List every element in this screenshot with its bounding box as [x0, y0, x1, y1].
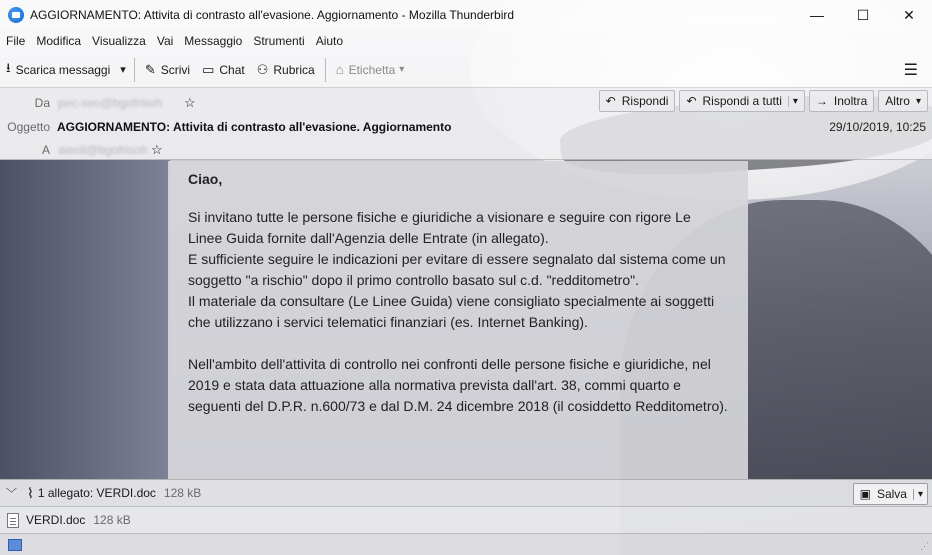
subject-value: AGGIORNAMENTO: Attivita di contrasto all'evasione. Aggiornamento: [57, 120, 452, 134]
menu-strumenti[interactable]: Strumenti: [253, 34, 305, 48]
reply-button[interactable]: [599, 90, 676, 112]
app-menu-button[interactable]: [904, 60, 918, 80]
hamburger-icon: ☰: [903, 62, 918, 79]
expand-toggle-icon[interactable]: ﹀: [6, 488, 17, 500]
chevron-down-icon: ▾: [915, 95, 921, 107]
subject-label: Oggetto: [7, 120, 50, 134]
attachment-bar: [0, 479, 932, 507]
menu-vai[interactable]: Vai: [156, 34, 174, 48]
chevron-down-icon[interactable]: ▾: [788, 96, 798, 107]
tag-icon: ⌂: [335, 62, 344, 77]
toolbar-divider: [325, 58, 326, 82]
reply-all-button[interactable]: [679, 90, 804, 112]
to-value[interactable]: aieoli@bgofrisoh: [58, 143, 148, 157]
star-icon[interactable]: ☆: [184, 95, 196, 110]
message-content: [168, 161, 748, 479]
maximize-button[interactable]: ☐: [856, 6, 870, 23]
menu-modifica[interactable]: Modifica: [36, 34, 82, 48]
menu-messaggio[interactable]: Messaggio: [184, 34, 243, 48]
from-label: Da: [34, 96, 50, 110]
reply-all-label: Rispondi a tutti: [702, 94, 782, 108]
reply-all-icon: ↶: [686, 94, 697, 108]
message-body-pane[interactable]: [0, 161, 932, 479]
message-header: [0, 88, 932, 160]
message-paragraph: Nell'ambito dell'attivita di controllo nei confronti delle persone fisiche e giuridiche, nel 2019 e stata data attuazione alla normativa prevista dall'art. 38, commi quarto e seguenti del D.P.R. n.600/73 e dal D.M. 24 dicembre 2018 (il cosiddetto Redditometro).: [188, 356, 728, 414]
network-status-icon[interactable]: [8, 539, 22, 551]
forward-label: Inoltra: [833, 94, 868, 108]
contact-icon: ⚇: [256, 61, 269, 77]
menu-aiuto[interactable]: Aiuto: [315, 34, 344, 48]
forward-icon: →: [815, 94, 828, 108]
chat-bubble-icon: ▭: [202, 61, 215, 77]
title-bar: [0, 0, 932, 30]
paperclip-icon: ⌇: [27, 484, 34, 501]
date-value: 29/10/2019, 10:25: [829, 120, 926, 134]
header-buttons: [599, 90, 928, 112]
chevron-down-icon[interactable]: ▾: [913, 489, 923, 500]
save-label: Salva: [876, 487, 907, 501]
download-icon: ⭳: [6, 59, 11, 75]
status-bar: [0, 533, 932, 555]
attachment-total-size: 128 kB: [163, 486, 202, 500]
tag-button[interactable]: [330, 57, 411, 83]
window-title: AGGIORNAMENTO: Attivita di contrasto all'evasione. Aggiornamento - Mozilla Thunderbird: [30, 8, 515, 22]
from-value[interactable]: pec-seo@bgofrisoh: [58, 96, 163, 110]
chevron-down-icon: ▾: [399, 64, 405, 75]
thunderbird-icon: [8, 7, 24, 23]
get-messages-label: Scarica messaggi: [15, 62, 111, 77]
get-messages-dropdown[interactable]: [116, 63, 130, 76]
write-label: Scrivi: [160, 62, 191, 77]
reply-icon: ↶: [605, 94, 616, 108]
attachment-list: [0, 507, 932, 533]
message-paragraph: Si invitano tutte le persone fisiche e giuridiche a visionare e seguire con rigore Le Linee Guida fornite dall'Agenzia delle Entrate (in allegato). E sufficiente seguire le indicazioni per evitare di essere segnalato dal sistema come un soggetto "a rischio" dopo il primo controllo basato sul c.d. "redditometro". Il materiale da consultare (Le Linee Guida) viene consigliato specialmente ai soggetti che utilizzano i servici telematici finanziari (es. Internet Banking).: [188, 209, 726, 330]
more-button[interactable]: [878, 90, 928, 112]
attachment-name[interactable]: VERDI.doc: [26, 513, 86, 527]
more-label: Altro: [885, 94, 910, 108]
address-book-button[interactable]: [251, 57, 321, 83]
reply-label: Rispondi: [621, 94, 669, 108]
menu-visualizza[interactable]: Visualizza: [92, 34, 146, 48]
menu-bar: [0, 30, 932, 52]
attachment-summary[interactable]: 1 allegato: VERDI.doc: [37, 486, 156, 500]
save-disk-icon: ▣: [859, 487, 871, 501]
menu-file[interactable]: File: [6, 34, 26, 48]
main-toolbar: [0, 52, 932, 88]
message-greeting: Ciao,: [188, 171, 223, 187]
close-button[interactable]: ✕: [903, 6, 915, 23]
resize-grip-icon[interactable]: ⋰: [920, 541, 929, 551]
to-label: A: [41, 143, 50, 157]
chat-label: Chat: [219, 62, 245, 77]
chevron-down-icon: ▾: [120, 64, 126, 76]
tag-label: Etichetta: [348, 62, 396, 77]
minimize-button[interactable]: —: [810, 7, 824, 23]
star-icon[interactable]: ☆: [151, 142, 163, 157]
attachment-size: 128 kB: [93, 513, 131, 527]
chat-button[interactable]: [196, 57, 251, 83]
get-messages-button[interactable]: [0, 57, 116, 83]
document-file-icon: [7, 513, 19, 528]
save-button[interactable]: [853, 483, 928, 505]
write-button[interactable]: [139, 57, 196, 83]
toolbar-divider: [134, 58, 135, 82]
address-book-label: Rubrica: [273, 62, 315, 77]
pencil-icon: ✎: [144, 61, 156, 77]
forward-button[interactable]: [809, 90, 874, 112]
